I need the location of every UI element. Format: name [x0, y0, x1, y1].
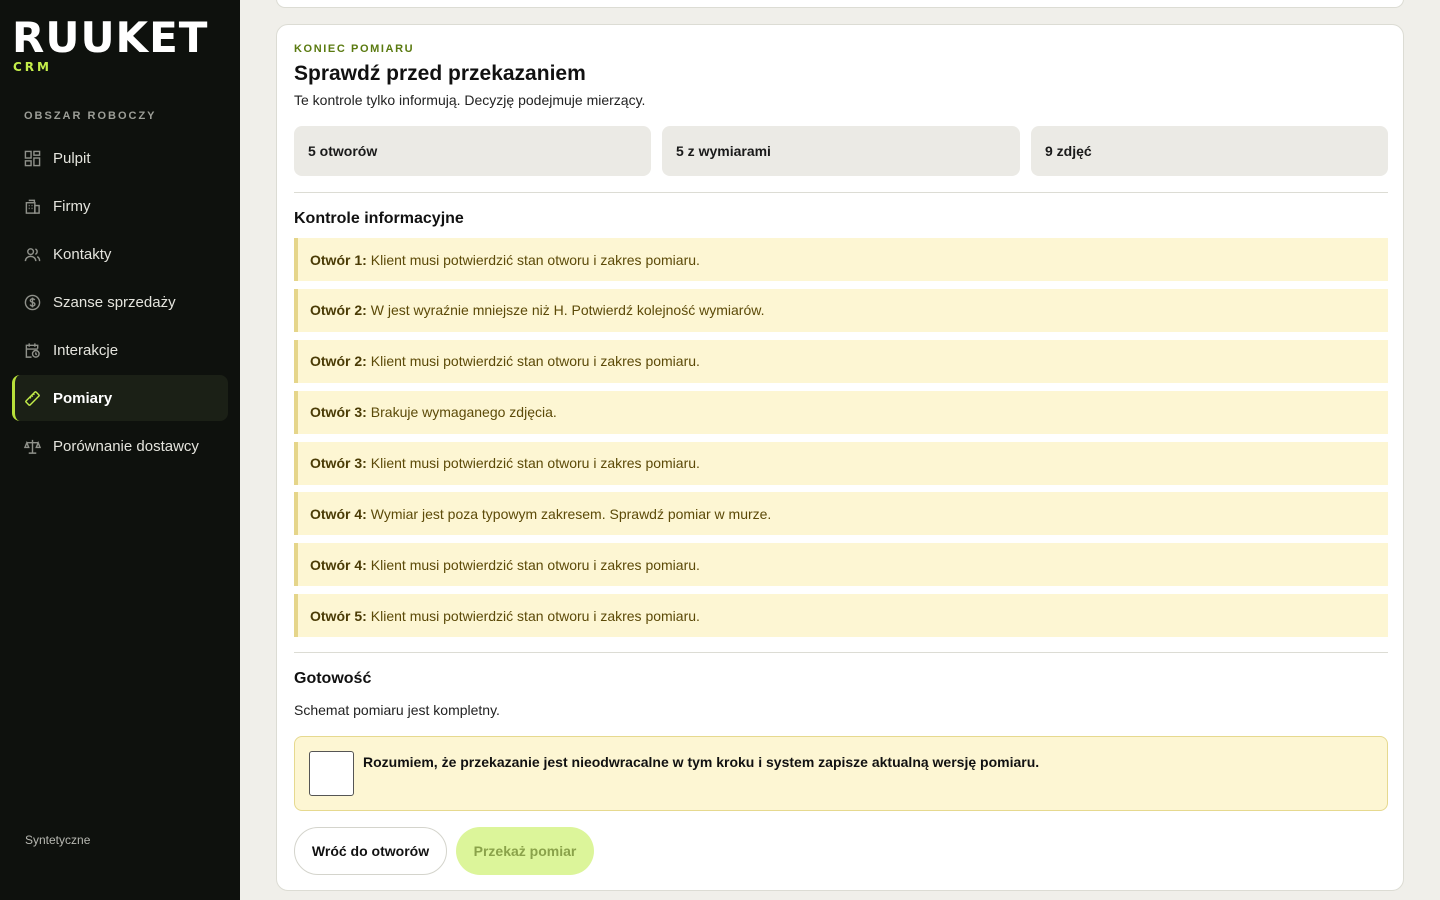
stat-photos: 9 zdjęć	[1031, 126, 1388, 176]
readiness-heading: Gotowość	[294, 670, 372, 687]
check-item	[294, 442, 1388, 485]
check-label: Otwór 5:	[310, 607, 367, 624]
sidebar-item-label: Firmy	[53, 197, 91, 215]
sidebar-item-firmy[interactable]	[12, 183, 228, 229]
page-subtitle: Te kontrole tylko informują. Decyzję podejmuje mierzący.	[294, 92, 646, 108]
check-label: Otwór 2:	[310, 302, 367, 319]
check-item	[294, 238, 1388, 281]
sidebar-item-label: Szanse sprzedaży	[53, 293, 176, 311]
users-icon	[24, 246, 41, 263]
check-item	[294, 543, 1388, 586]
page-title: Sprawdź przed przekazaniem	[294, 62, 586, 85]
sidebar-item-kontakty[interactable]	[12, 231, 228, 277]
sidebar-item-label: Pomiary	[53, 389, 113, 407]
eyebrow: KONIEC POMIARU	[294, 43, 415, 55]
check-label: Otwór 4:	[310, 505, 367, 522]
check-text: Klient musi potwierdzić stan otworu i zakres pomiaru.	[370, 607, 700, 624]
previous-card	[276, 0, 1404, 8]
check-item	[294, 289, 1388, 332]
sidebar-item-interakcje[interactable]	[12, 327, 228, 373]
sidebar-footer: Syntetyczne	[25, 833, 91, 847]
check-text: Klient musi potwierdzić stan otworu i zakres pomiaru.	[370, 556, 700, 573]
check-item	[294, 340, 1388, 383]
sidebar-item-porownanie[interactable]	[12, 423, 228, 469]
check-label: Otwór 3:	[310, 455, 367, 472]
sidebar-item-pulpit[interactable]	[12, 135, 228, 181]
confirm-label[interactable]: Rozumiem, że przekazanie jest nieodwracalne w tym kroku i system zapisze aktualną wersję pomiaru.	[363, 754, 1040, 770]
stat-with-dimensions: 5 z wymiarami	[662, 126, 1020, 176]
check-label: Otwór 4:	[310, 556, 367, 573]
ruler-icon	[24, 390, 41, 407]
stat-openings: 5 otworów	[294, 126, 651, 176]
check-text: W jest wyraźnie mniejsze niż H. Potwierdź kolejność wymiarów.	[370, 302, 765, 319]
check-item	[294, 594, 1388, 637]
dashboard-icon	[24, 150, 41, 167]
logo[interactable]	[12, 13, 209, 74]
check-text: Klient musi potwierdzić stan otworu i zakres pomiaru.	[370, 353, 700, 370]
check-text: Klient musi potwierdzić stan otworu i zakres pomiaru.	[370, 251, 700, 268]
check-label: Otwór 2:	[310, 353, 367, 370]
sidebar-item-pomiary[interactable]	[12, 375, 228, 421]
check-item	[294, 391, 1388, 434]
check-text: Brakuje wymaganego zdjęcia.	[370, 404, 557, 421]
checks-heading: Kontrole informacyjne	[294, 210, 464, 227]
check-label: Otwór 3:	[310, 404, 367, 421]
submit-measurement-button[interactable]: Przekaż pomiar	[456, 827, 594, 875]
check-label: Otwór 1:	[310, 251, 367, 268]
sidebar-item-szanse[interactable]	[12, 279, 228, 325]
logo-subtext: CRM	[13, 60, 52, 74]
logo-text: RUUKET	[12, 13, 209, 62]
scale-icon	[24, 438, 41, 455]
sidebar-item-label: Porównanie dostawcy	[53, 437, 199, 455]
dollar-icon	[24, 294, 41, 311]
sidebar-nav	[12, 135, 228, 471]
sidebar-item-label: Pulpit	[53, 149, 91, 167]
checks-list	[294, 238, 1388, 645]
calendar-clock-icon	[24, 342, 41, 359]
confirm-panel	[294, 736, 1388, 811]
check-item	[294, 492, 1388, 535]
sidebar	[0, 0, 240, 900]
building-icon	[24, 198, 41, 215]
confirm-checkbox[interactable]	[309, 751, 354, 796]
divider	[294, 652, 1388, 653]
sidebar-item-label: Kontakty	[53, 245, 112, 263]
check-text: Klient musi potwierdzić stan otworu i zakres pomiaru.	[370, 455, 700, 472]
sidebar-item-label: Interakcje	[53, 341, 119, 359]
back-to-openings-button[interactable]: Wróć do otworów	[294, 827, 447, 875]
summary-stats	[294, 126, 1388, 176]
check-text: Wymiar jest poza typowym zakresem. Sprawdź pomiar w murze.	[370, 505, 772, 522]
divider	[294, 192, 1388, 193]
readiness-text: Schemat pomiaru jest kompletny.	[294, 702, 500, 718]
sidebar-section-title: OBSZAR ROBOCZY	[24, 110, 157, 122]
handoff-card	[276, 24, 1404, 891]
